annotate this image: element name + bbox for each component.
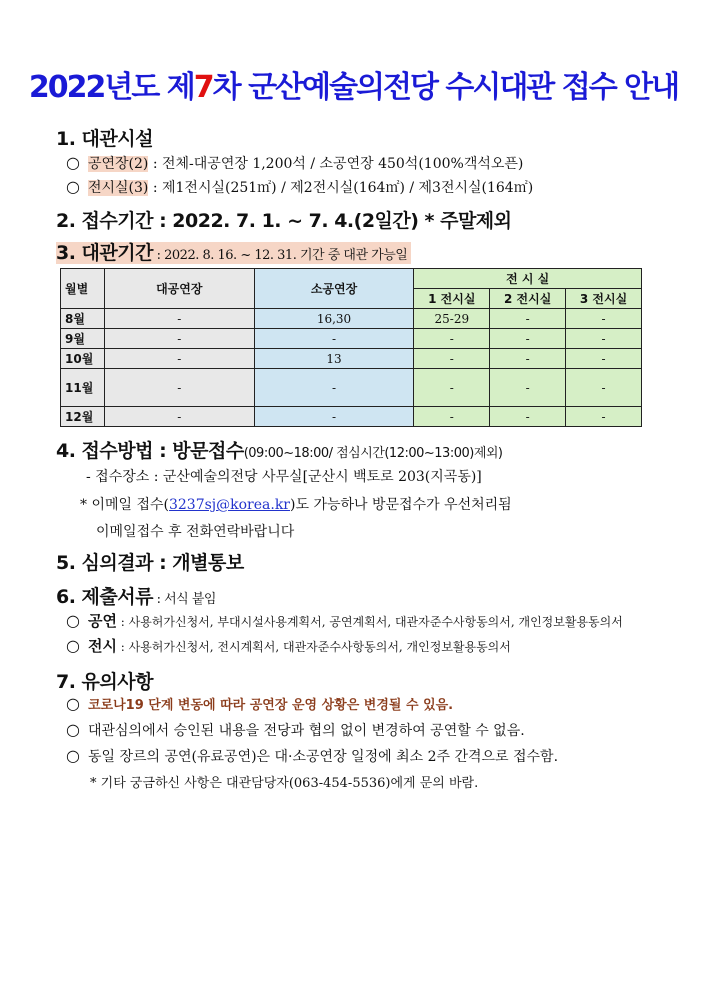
cell-ex3: - [566, 349, 642, 369]
section-3-heading [56, 238, 411, 265]
title-number: 7 [193, 70, 213, 105]
bullet-circle: ○ [66, 694, 80, 713]
section-6-heading [56, 582, 216, 609]
email-line [80, 494, 512, 514]
bullet-circle: ○ [66, 636, 80, 655]
place-line: - 접수장소 : 군산예술의전당 사무실[군산시 백토로 203(지곡동)] [86, 469, 482, 485]
email-link[interactable]: 3237sj@korea.kr [168, 497, 291, 513]
bullet-circle: ○ [66, 177, 80, 196]
cell-ex1: 25-29 [414, 309, 490, 329]
cell-big: - [104, 329, 254, 349]
notice-text-2: 대관심의에서 승인된 내용을 전당과 협의 없이 변경하여 공연할 수 없음. [87, 723, 525, 739]
cell-small: - [254, 329, 414, 349]
th-exhibit-2: 2 전시실 [490, 289, 566, 309]
cell-big: - [104, 407, 254, 427]
section-6-note: : 서식 붙임 [152, 592, 216, 607]
cell-ex3: - [566, 407, 642, 427]
perf-label: 공연 [87, 612, 117, 630]
cell-ex1: - [414, 349, 490, 369]
section-6-label: 6. 제출서류 [56, 586, 153, 608]
email-pre: * 이메일 접수( [80, 497, 169, 513]
title-part1: 2022년도 제 [28, 70, 194, 105]
cell-big: - [104, 369, 254, 407]
exhibit-docs-line [66, 635, 511, 656]
notice-item-3 [66, 746, 558, 766]
cell-ex2: - [490, 329, 566, 349]
section-5-heading: 5. 심의결과 : 개별통보 [56, 552, 244, 574]
email-note: 이메일접수 후 전화연락바랍니다 [96, 524, 295, 540]
hall-line [66, 153, 523, 173]
cell-ex2: - [490, 309, 566, 329]
cell-ex1: - [414, 407, 490, 427]
cell-big: - [104, 309, 254, 329]
bullet-circle: ○ [66, 746, 80, 765]
th-exhibit-1: 1 전시실 [414, 289, 490, 309]
bullet-circle: ○ [66, 153, 80, 172]
cell-month: 9월 [61, 329, 105, 349]
cell-small: 13 [254, 349, 414, 369]
bullet-circle: ○ [66, 720, 80, 739]
exhibit-label: 전시실(3) [87, 180, 149, 196]
cell-ex3: - [566, 329, 642, 349]
email-post: )도 가능하나 방문접수가 우선처리됨 [290, 497, 512, 513]
cell-small: - [254, 407, 414, 427]
cell-month: 10월 [61, 349, 105, 369]
th-month: 월별 [61, 269, 105, 309]
cell-ex1: - [414, 329, 490, 349]
notice-text-3: 동일 장르의 공연(유료공연)은 대·소공연장 일정에 최소 2주 간격으로 접수함. [87, 749, 559, 765]
title-part2: 차 군산예술의전당 수시대관 접수 안내 [212, 70, 679, 105]
section-3-label: 3. 대관기간 [56, 242, 153, 264]
cell-month: 11월 [61, 369, 105, 407]
section-4-label: 4. 접수방법 : 방문접수 [56, 440, 244, 462]
hall-label: 공연장(2) [87, 156, 149, 172]
th-exhibit: 전 시 실 [414, 269, 642, 289]
cell-ex2: - [490, 407, 566, 427]
table-row [61, 407, 642, 427]
section-4-time: (09:00~18:00/ 점심시간(12:00~13:00)제외) [243, 446, 503, 461]
cell-month: 12월 [61, 407, 105, 427]
exhibit-doc-text: : 사용허가신청서, 전시계획서, 대관자준수사항동의서, 개인정보활용동의서 [116, 640, 511, 654]
cell-ex2: - [490, 349, 566, 369]
bullet-circle: ○ [66, 611, 80, 630]
cell-small: - [254, 369, 414, 407]
perf-docs-line [66, 610, 623, 631]
section-3-note: : 2022. 8. 16. ~ 12. 31. 기간 중 대관 가능일 [152, 248, 408, 263]
section-2-heading: 2. 접수기간 : 2022. 7. 1. ~ 7. 4.(2일간) * 주말제외 [56, 210, 512, 232]
contact-note: * 기타 궁금하신 사항은 대관담당자(063-454-5536)에게 문의 바람. [90, 776, 479, 791]
table-row [61, 309, 642, 329]
section-7-heading: 7. 유의사항 [56, 671, 153, 693]
exhibit-text: : 제1전시실(251㎡) / 제2전시실(164㎡) / 제3전시실(164㎡) [148, 180, 534, 196]
availability-table [60, 268, 642, 427]
th-small-hall: 소공연장 [254, 269, 414, 309]
th-big-hall: 대공연장 [104, 269, 254, 309]
exhibit-line [66, 177, 533, 197]
cell-big: - [104, 349, 254, 369]
cell-ex3: - [566, 369, 642, 407]
hall-text: : 전체-대공연장 1,200석 / 소공연장 450석(100%객석오픈) [148, 156, 524, 172]
page-title [0, 62, 707, 106]
table-row [61, 329, 642, 349]
perf-text: : 사용허가신청서, 부대시설사용계획서, 공연계획서, 대관자준수사항동의서, 개인정보활용동의서 [116, 615, 623, 629]
cell-ex2: - [490, 369, 566, 407]
section-1-heading: 1. 대관시설 [56, 128, 153, 150]
th-exhibit-3: 3 전시실 [566, 289, 642, 309]
table-row [61, 349, 642, 369]
exhibit-doc-label: 전시 [87, 637, 117, 655]
section-3-title [56, 242, 411, 264]
table-row [61, 369, 642, 407]
section-4-heading [56, 436, 503, 463]
notice-item-2 [66, 720, 525, 740]
notice-covid: 코로나19 단계 변동에 따라 공연장 운영 상황은 변경될 수 있음. [87, 698, 454, 713]
cell-ex3: - [566, 309, 642, 329]
cell-small: 16,30 [254, 309, 414, 329]
cell-month: 8월 [61, 309, 105, 329]
cell-ex1: - [414, 369, 490, 407]
notice-item-1 [66, 694, 453, 713]
